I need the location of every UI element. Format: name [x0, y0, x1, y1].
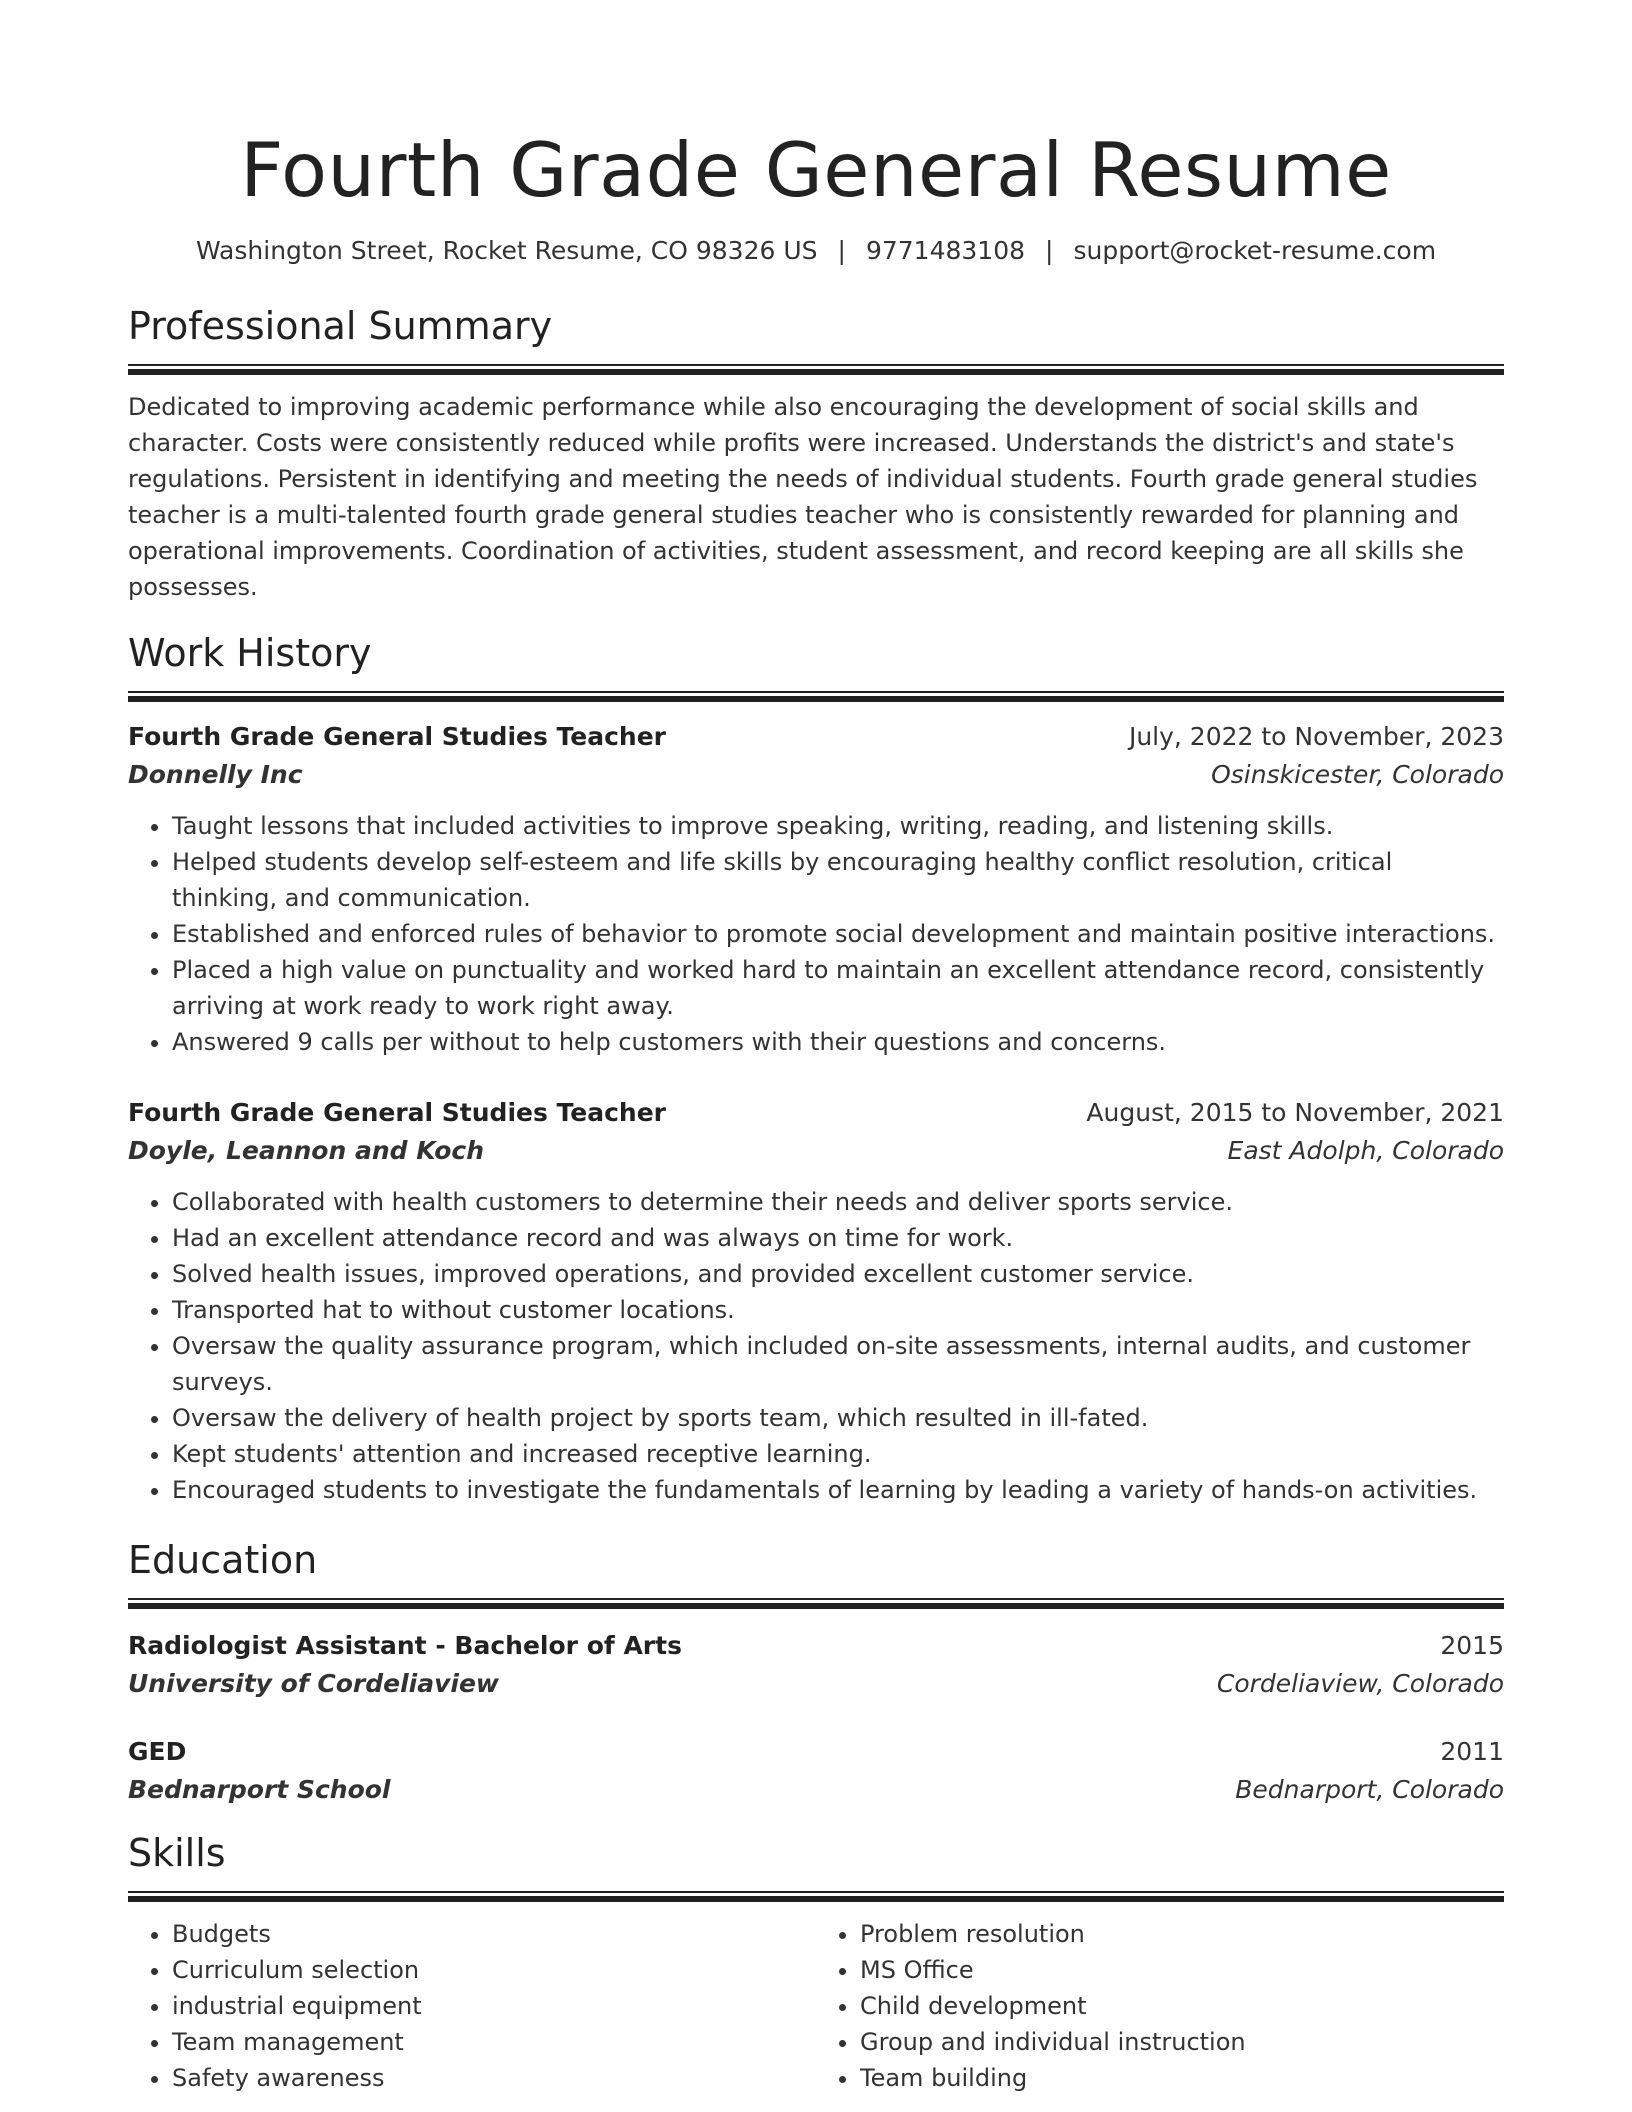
skill-item: • Safety awareness [172, 2060, 816, 2096]
contact-phone: 9771483108 [865, 236, 1026, 265]
education-location: Cordeliaview, Colorado [1216, 1669, 1504, 1698]
job-header-row [128, 718, 1504, 756]
section-divider [128, 691, 1504, 702]
skill-item: • Group and individual instruction [860, 2024, 1504, 2060]
job-entry [128, 718, 1504, 1060]
skills-columns [128, 1916, 1504, 2096]
education-school-row [128, 1665, 1504, 1703]
job-dates: July, 2022 to November, 2023 [1128, 722, 1504, 751]
work-section [128, 629, 1504, 1508]
job-bullet: • Oversaw the quality assurance program, which included on-site assessments, internal audits, and customer surveys. [172, 1328, 1504, 1400]
job-title: Fourth Grade General Studies Teacher [128, 1098, 667, 1127]
job-dates: August, 2015 to November, 2021 [1086, 1098, 1504, 1127]
job-bullet: • Established and enforced rules of behavior to promote social development and maintain positive interactions. [172, 916, 1504, 952]
skill-item: • Team management [172, 2024, 816, 2060]
education-school: University of Cordeliaview [128, 1669, 500, 1698]
contact-address: Washington Street, Rocket Resume, CO 98326 US [195, 236, 818, 265]
job-location: East Adolph, Colorado [1227, 1136, 1504, 1165]
section-divider [128, 1891, 1504, 1902]
job-entry [128, 1094, 1504, 1508]
job-bullet: • Taught lessons that included activities to improve speaking, writing, reading, and listening skills. [172, 808, 1504, 844]
education-entry [128, 1733, 1504, 1809]
skill-item: • Budgets [172, 1916, 816, 1952]
summary-text: Dedicated to improving academic performance while also encouraging the development of social skills and character. Costs were consistently reduced while profits were increased. Understands the district's and state's regulations. Persistent in identifying and meeting the needs of individual students. Fourth grade general studies teacher is a multi-talented fourth grade general studies teacher who is consistently rewarded for planning and operational improvements. Coordination of activities, student assessment, and record keeping are all skills she possesses. [128, 393, 1478, 601]
job-bullet: • Oversaw the delivery of health project by sports team, which resulted in ill-fated. [172, 1400, 1504, 1436]
education-year: 2011 [1440, 1737, 1504, 1766]
contact-line [128, 234, 1504, 268]
skill-item: • MS Office [860, 1952, 1504, 1988]
skill-item: • Problem resolution [860, 1916, 1504, 1952]
job-bullet: • Collaborated with health customers to determine their needs and deliver sports service. [172, 1184, 1504, 1220]
skill-item: • Child development [860, 1988, 1504, 2024]
contact-separator: | [1045, 236, 1054, 265]
section-title-education: Education [128, 1538, 318, 1582]
job-bullets [128, 1184, 1504, 1508]
job-header-row [128, 1094, 1504, 1132]
job-bullet: • Solved health issues, improved operations, and provided excellent customer service. [172, 1256, 1504, 1292]
education-header-row [128, 1733, 1504, 1771]
job-bullet: • Encouraged students to investigate the fundamentals of learning by leading a variety of hands-on activities. [172, 1472, 1504, 1508]
section-title-work: Work History [128, 631, 372, 675]
section-divider [128, 364, 1504, 375]
job-title: Fourth Grade General Studies Teacher [128, 722, 667, 751]
education-school-row [128, 1771, 1504, 1809]
job-location: Osinskicester, Colorado [1211, 760, 1504, 789]
skill-item: • Team building [860, 2060, 1504, 2096]
job-bullets [128, 808, 1504, 1060]
job-bullet: • Answered 9 calls per without to help customers with their questions and concerns. [172, 1024, 1504, 1060]
job-bullet: • Placed a high value on punctuality and worked hard to maintain an excellent attendance record, consistently arriving at work ready to work right away. [172, 952, 1504, 1024]
education-degree: Radiologist Assistant - Bachelor of Arts [128, 1631, 682, 1660]
section-title-summary: Professional Summary [128, 304, 553, 348]
education-degree: GED [128, 1737, 187, 1766]
skills-section [128, 1829, 1504, 2096]
job-bullet: • Had an excellent attendance record and was always on time for work. [172, 1220, 1504, 1256]
section-divider [128, 1598, 1504, 1609]
education-year: 2015 [1440, 1631, 1504, 1660]
job-company: Donnelly Inc [128, 760, 303, 789]
section-title-skills: Skills [128, 1831, 226, 1875]
summary-section [128, 302, 1504, 605]
resume-name: Fourth Grade General Resume [240, 126, 1392, 214]
education-entry [128, 1627, 1504, 1703]
education-location: Bednarport, Colorado [1235, 1775, 1504, 1804]
education-header-row [128, 1627, 1504, 1665]
skill-item: • Curriculum selection [172, 1952, 816, 1988]
job-company-row [128, 1132, 1504, 1170]
education-section [128, 1536, 1504, 1809]
education-school: Bednarport School [128, 1775, 391, 1804]
skills-list-right [816, 1916, 1504, 2096]
skill-item: • industrial equipment [172, 1988, 816, 2024]
job-company: Doyle, Leannon and Koch [128, 1136, 485, 1165]
job-company-row [128, 756, 1504, 794]
job-bullet: • Kept students' attention and increased receptive learning. [172, 1436, 1504, 1472]
job-bullet: • Transported hat to without customer locations. [172, 1292, 1504, 1328]
contact-email: support@rocket-resume.com [1073, 236, 1437, 265]
skills-list-left [128, 1916, 816, 2096]
contact-separator: | [837, 236, 846, 265]
job-bullet: • Helped students develop self-esteem and life skills by encouraging healthy conflict resolution, critical thinking, and communication. [172, 844, 1504, 916]
